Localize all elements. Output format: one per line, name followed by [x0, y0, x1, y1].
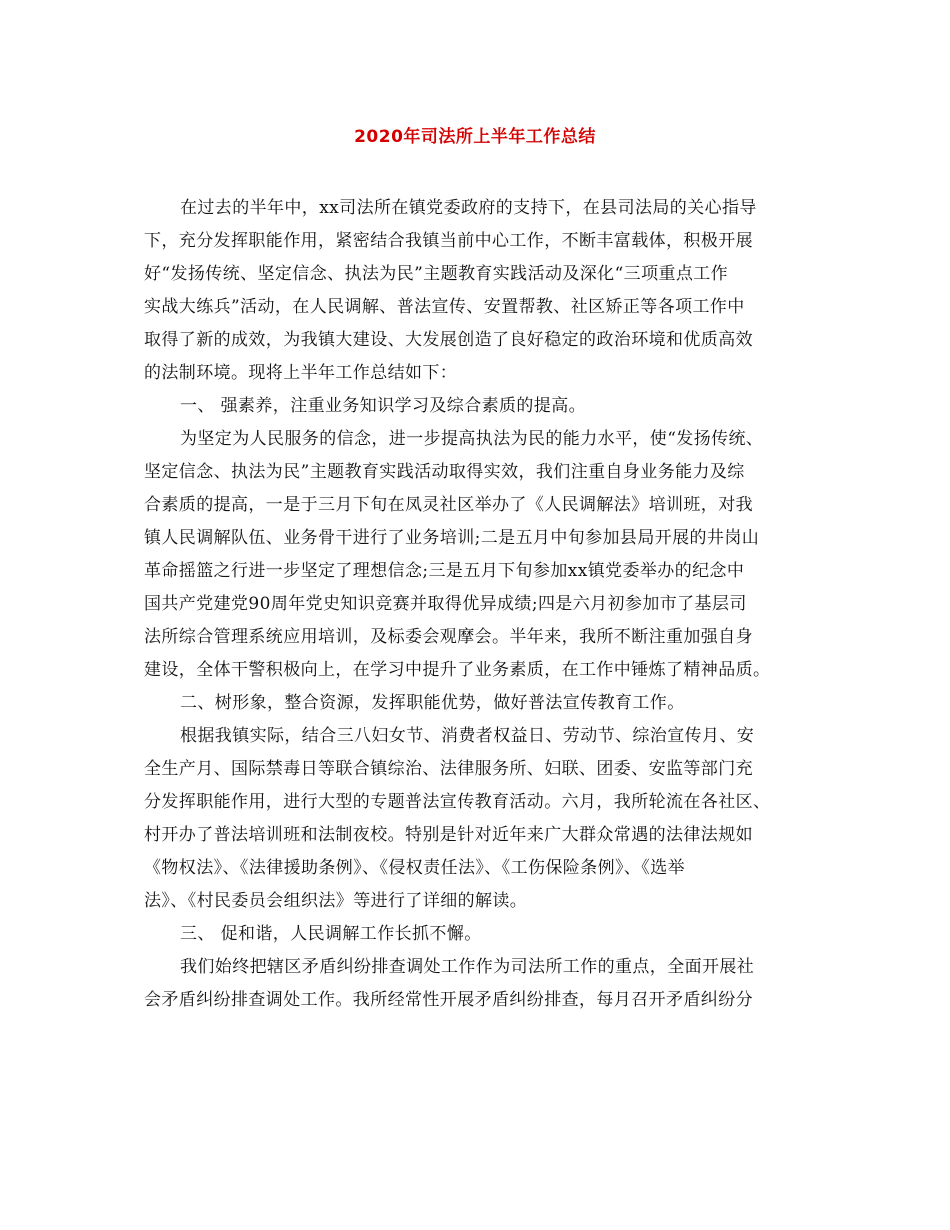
text-line: 下，充分发挥职能作用，紧密结合我镇当前中心工作，不断丰富载体，积极开展 — [144, 231, 753, 251]
text-line: 实战大练兵”活动，在人民调解、普法宣传、安置帮教、社区矫正等各项工作中 — [144, 297, 745, 317]
text-line: 村开办了普法培训班和法制夜校。特别是针对近年来广大群众常遇的法律法规如 — [144, 825, 753, 845]
text-line: 建设，全体干警积极向上，在学习中提升了业务素质，在工作中锤炼了精神品质。 — [144, 660, 771, 680]
text-line: 取得了新的成效，为我镇大建设、大发展创造了良好稳定的政治环境和优质高效 — [144, 330, 753, 350]
text-line: 法》、《村民委员会组织法》等进行了详细的解读。 — [144, 891, 528, 911]
text-line: 国共产党建党90周年党史知识竞赛并取得优异成绩;四是六月初参加市了基层司 — [144, 594, 747, 614]
text-line: 二、树形象，整合资源，发挥职能优势，做好普法宣传教育工作。 — [180, 693, 685, 713]
text-line: 根据我镇实际，结合三八妇女节、消费者权益日、劳动节、综治宣传月、安 — [180, 726, 755, 746]
text-line: 坚定信念、执法为民”主题教育实践活动取得实效，我们注重自身业务能力及综 — [144, 462, 745, 482]
text-line: 革命摇篮之行进一步坚定了理想信念;三是五月下旬参加xx镇党委举办的纪念中 — [144, 561, 745, 581]
text-line: 在过去的半年中，xx司法所在镇党委政府的支持下，在县司法局的关心指导 — [180, 198, 757, 218]
text-line: 分发挥职能作用，进行大型的专题普法宣传教育活动。六月，我所轮流在各社区、 — [144, 792, 771, 812]
document-body — [144, 192, 806, 1017]
text-line: 会矛盾纠纷排查调处工作。我所经常性开展矛盾纠纷排查，每月召开矛盾纠纷分 — [144, 990, 753, 1010]
document-title: 2020年司法所上半年工作总结 — [354, 127, 596, 147]
text-line: 一、 强素养，注重业务知识学习及综合素质的提高。 — [180, 396, 587, 416]
text-line: 全生产月、国际禁毒日等联合镇综治、法律服务所、妇联、团委、安监等部门充 — [144, 759, 753, 779]
text-line: 合素质的提高，一是于三月下旬在凤灵社区举办了《人民调解法》培训班，对我 — [144, 495, 753, 515]
text-line: 我们始终把辖区矛盾纠纷排查调处工作作为司法所工作的重点，全面开展社 — [180, 957, 755, 977]
text-line: 法所综合管理系统应用培训，及标委会观摩会。半年来，我所不断注重加强自身 — [144, 627, 753, 647]
text-line: 为坚定为人民服务的信念，进一步提高执法为民的能力水平，使“发扬传统、 — [180, 429, 764, 449]
text-line: 的法制环境。现将上半年工作总结如下： — [144, 363, 458, 383]
text-line: 《物权法》、《法律援助条例》、《侵权责任法》、《工伤保险条例》、《选举 — [144, 858, 685, 878]
text-line: 三、 促和谐，人民调解工作长抓不懈。 — [180, 924, 482, 944]
text-line: 好“发扬传统、坚定信念、执法为民”主题教育实践活动及深化“三项重点工作 — [144, 264, 729, 284]
text-line: 镇人民调解队伍、业务骨干进行了业务培训;二是五月中旬参加县局开展的井岗山 — [144, 528, 760, 548]
